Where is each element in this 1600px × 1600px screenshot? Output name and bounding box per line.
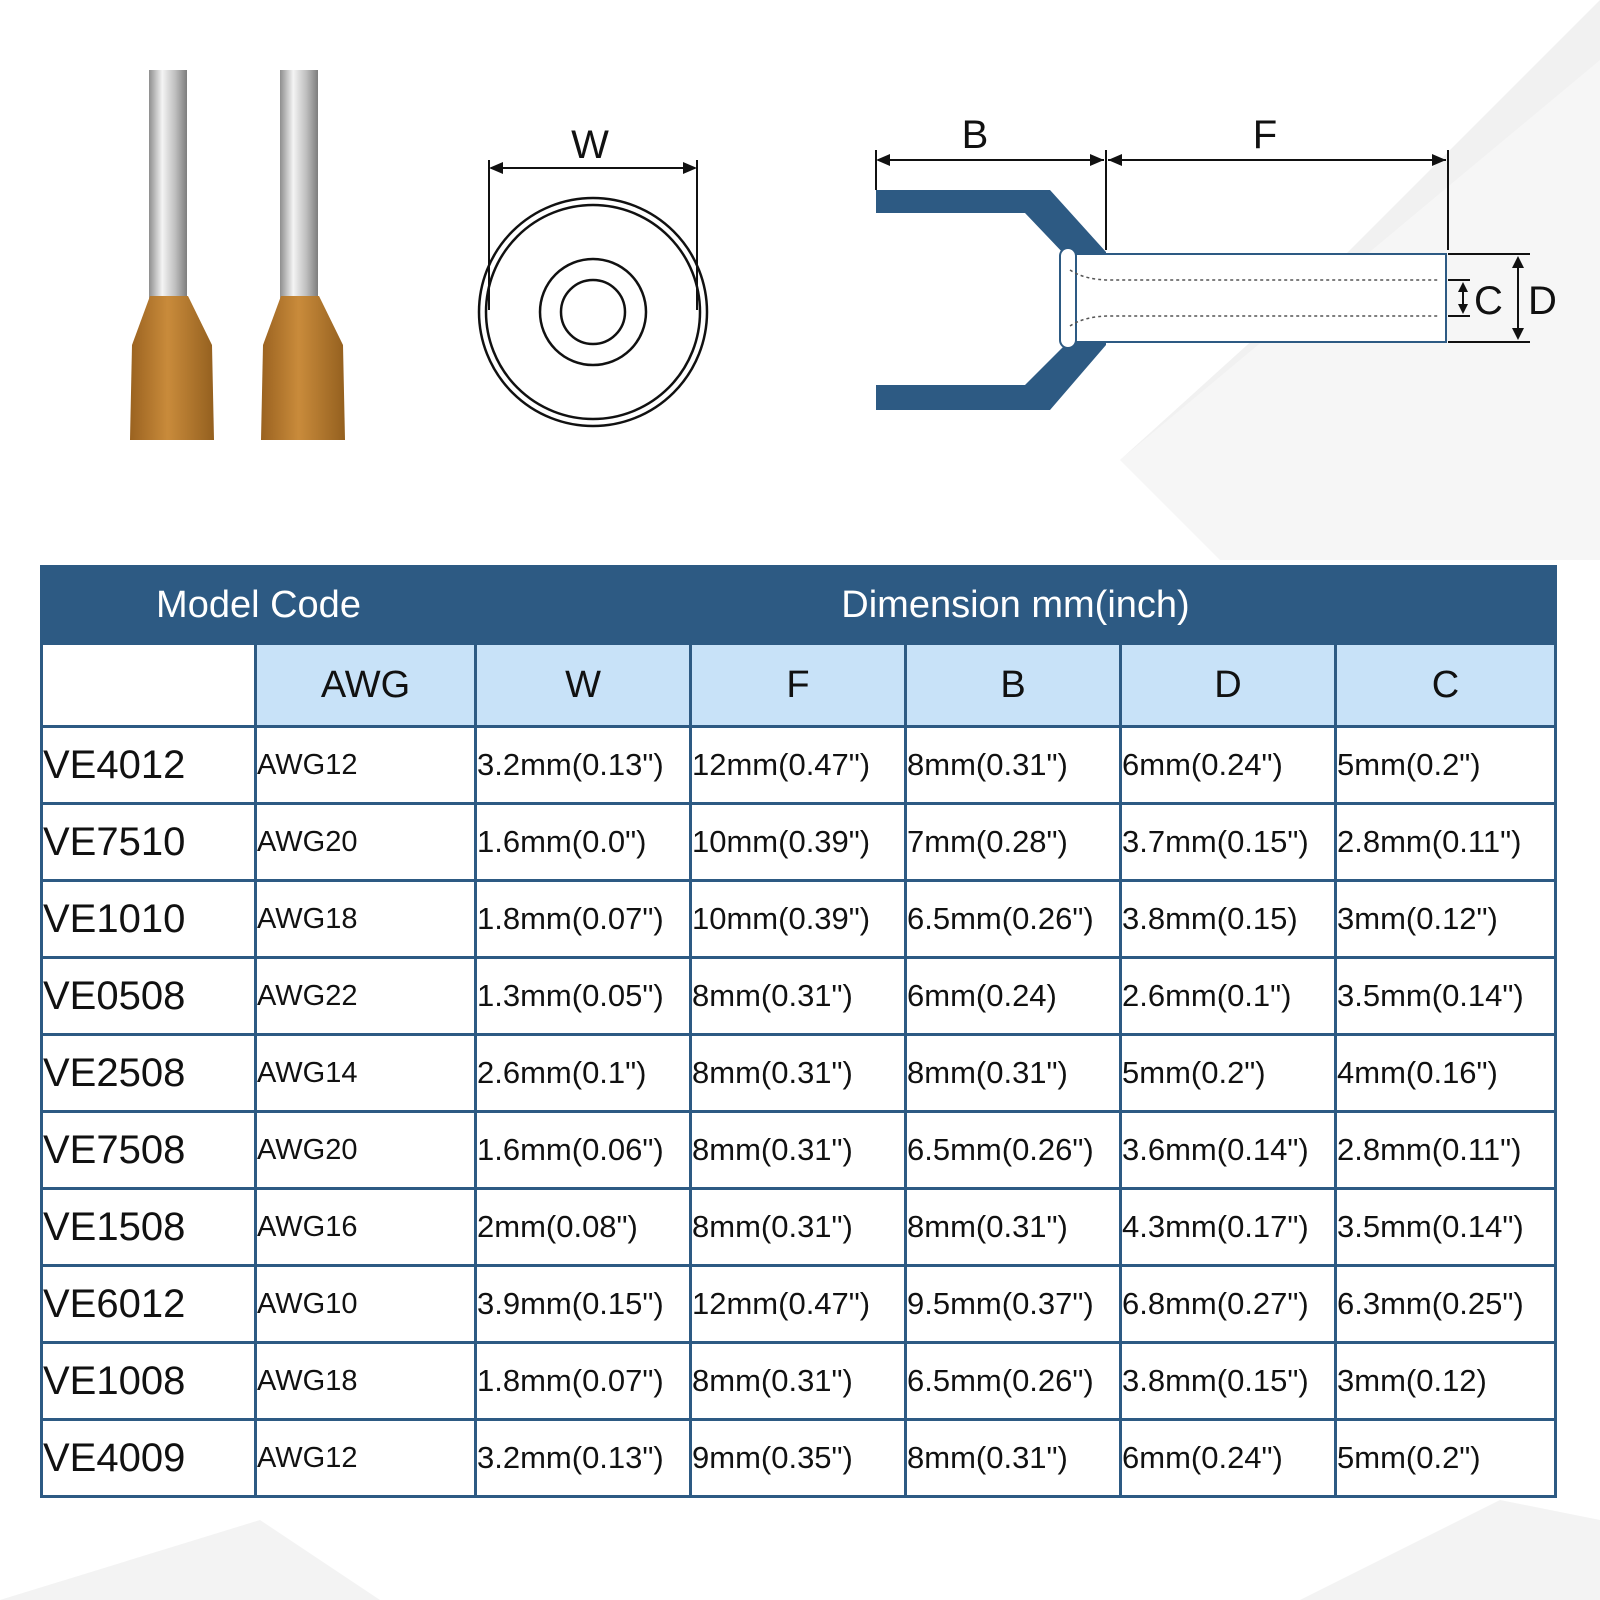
table-body	[42, 727, 1556, 1497]
cell-d: 6.8mm(0.27")	[1121, 1266, 1336, 1343]
cell-f: 8mm(0.31")	[691, 1343, 906, 1420]
dimension-table	[40, 565, 1557, 1498]
table-row	[42, 1343, 1556, 1420]
cell-f: 10mm(0.39")	[691, 881, 906, 958]
cell-c: 3.5mm(0.14")	[1336, 1189, 1556, 1266]
cell-model: VE4009	[42, 1420, 256, 1497]
cell-b: 6mm(0.24)	[906, 958, 1121, 1035]
cell-f: 8mm(0.31")	[691, 958, 906, 1035]
cell-awg: AWG12	[256, 727, 476, 804]
cell-d: 3.7mm(0.15")	[1121, 804, 1336, 881]
cell-b: 8mm(0.31")	[906, 727, 1121, 804]
column-header-awg: AWG	[256, 644, 476, 727]
column-header-c: C	[1336, 644, 1556, 727]
cell-awg: AWG18	[256, 881, 476, 958]
cell-awg: AWG10	[256, 1266, 476, 1343]
cell-d: 6mm(0.24")	[1121, 727, 1336, 804]
cell-w: 2.6mm(0.1")	[476, 1035, 691, 1112]
cell-d: 3.8mm(0.15)	[1121, 881, 1336, 958]
cell-b: 8mm(0.31")	[906, 1420, 1121, 1497]
column-header-w: W	[476, 644, 691, 727]
table-row	[42, 1189, 1556, 1266]
cell-c: 2.8mm(0.11")	[1336, 804, 1556, 881]
cell-b: 9.5mm(0.37")	[906, 1266, 1121, 1343]
side-view-diagram	[876, 113, 1557, 410]
cell-model: VE1008	[42, 1343, 256, 1420]
cell-c: 4mm(0.16")	[1336, 1035, 1556, 1112]
cell-w: 1.8mm(0.07")	[476, 881, 691, 958]
cell-model: VE1508	[42, 1189, 256, 1266]
header-dimension: Dimension mm(inch)	[476, 567, 1556, 644]
ferrule-photo-right	[261, 70, 345, 440]
cell-f: 8mm(0.31")	[691, 1035, 906, 1112]
label-c: C	[1474, 279, 1503, 323]
cell-d: 3.8mm(0.15")	[1121, 1343, 1336, 1420]
cell-f: 12mm(0.47")	[691, 727, 906, 804]
cell-d: 6mm(0.24")	[1121, 1420, 1336, 1497]
cell-model: VE6012	[42, 1266, 256, 1343]
column-header-f: F	[691, 644, 906, 727]
cell-c: 5mm(0.2")	[1336, 1420, 1556, 1497]
cell-model: VE7510	[42, 804, 256, 881]
cell-model: VE0508	[42, 958, 256, 1035]
cell-model: VE7508	[42, 1112, 256, 1189]
cell-awg: AWG20	[256, 1112, 476, 1189]
cell-w: 3.2mm(0.13")	[476, 727, 691, 804]
cell-b: 6.5mm(0.26")	[906, 1343, 1121, 1420]
cell-c: 3.5mm(0.14")	[1336, 958, 1556, 1035]
cell-model: VE4012	[42, 727, 256, 804]
cell-w: 2mm(0.08")	[476, 1189, 691, 1266]
cell-awg: AWG20	[256, 804, 476, 881]
table-row	[42, 881, 1556, 958]
cell-b: 7mm(0.28")	[906, 804, 1121, 881]
cell-model: VE1010	[42, 881, 256, 958]
cell-f: 9mm(0.35")	[691, 1420, 906, 1497]
table-row	[42, 727, 1556, 804]
cell-w: 3.9mm(0.15")	[476, 1266, 691, 1343]
cell-f: 8mm(0.31")	[691, 1189, 906, 1266]
top-view-diagram	[479, 123, 707, 426]
cell-awg: AWG12	[256, 1420, 476, 1497]
cell-b: 6.5mm(0.26")	[906, 881, 1121, 958]
cell-b: 6.5mm(0.26")	[906, 1112, 1121, 1189]
cell-b: 8mm(0.31")	[906, 1189, 1121, 1266]
table-row	[42, 1112, 1556, 1189]
cell-d: 5mm(0.2")	[1121, 1035, 1336, 1112]
cell-c: 3mm(0.12")	[1336, 881, 1556, 958]
cell-f: 12mm(0.47")	[691, 1266, 906, 1343]
ferrule-photo-left	[130, 70, 214, 440]
product-diagrams	[0, 0, 1600, 520]
cell-c: 5mm(0.2")	[1336, 727, 1556, 804]
cell-d: 4.3mm(0.17")	[1121, 1189, 1336, 1266]
cell-w: 3.2mm(0.13")	[476, 1420, 691, 1497]
cell-awg: AWG16	[256, 1189, 476, 1266]
table-row	[42, 1035, 1556, 1112]
label-d: D	[1528, 279, 1557, 323]
table-row	[42, 1420, 1556, 1497]
table-row	[42, 804, 1556, 881]
table-row	[42, 958, 1556, 1035]
cell-f: 8mm(0.31")	[691, 1112, 906, 1189]
header-model-code: Model Code	[42, 567, 476, 644]
cell-b: 8mm(0.31")	[906, 1035, 1121, 1112]
cell-c: 3mm(0.12)	[1336, 1343, 1556, 1420]
cell-awg: AWG18	[256, 1343, 476, 1420]
cell-c: 6.3mm(0.25")	[1336, 1266, 1556, 1343]
cell-w: 1.8mm(0.07")	[476, 1343, 691, 1420]
label-w: W	[571, 123, 609, 167]
cell-awg: AWG14	[256, 1035, 476, 1112]
cell-model: VE2508	[42, 1035, 256, 1112]
cell-awg: AWG22	[256, 958, 476, 1035]
cell-c: 2.8mm(0.11")	[1336, 1112, 1556, 1189]
table-row	[42, 1266, 1556, 1343]
label-b: B	[961, 113, 989, 157]
cell-f: 10mm(0.39")	[691, 804, 906, 881]
header-blank	[42, 644, 256, 727]
label-f: F	[1252, 113, 1278, 157]
cell-w: 1.6mm(0.06")	[476, 1112, 691, 1189]
cell-w: 1.3mm(0.05")	[476, 958, 691, 1035]
cell-d: 3.6mm(0.14")	[1121, 1112, 1336, 1189]
column-header-b: B	[906, 644, 1121, 727]
cell-d: 2.6mm(0.1")	[1121, 958, 1336, 1035]
column-header-d: D	[1121, 644, 1336, 727]
cell-w: 1.6mm(0.0")	[476, 804, 691, 881]
